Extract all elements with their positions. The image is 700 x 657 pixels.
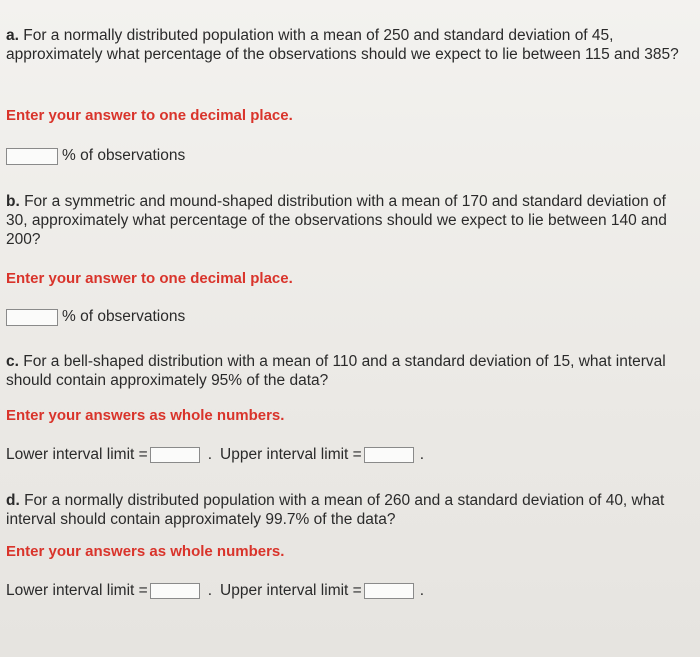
question-a-text: For a normally distributed population with a mean of 250 and standard deviation of 45, approximately what percentage of the observations should we expect to lie between 115 and 385? [6,27,679,63]
question-d-text: For a normally distributed population with a mean of 260 and a standard deviation of 40, what interval should contain approximately 99.7% of the data? [6,492,665,528]
question-a [6,26,686,64]
separator-c: . [207,446,213,463]
upper-limit-input-d[interactable] [364,583,414,599]
question-d [6,491,686,529]
question-c-text: For a bell-shaped distribution with a mean of 110 and a standard deviation of 15, what interval should contain approximately 95% of the data? [6,353,666,389]
answer-a-input[interactable] [6,148,58,165]
upper-limit-input-c[interactable] [364,447,414,463]
instruction-c: Enter your answers as whole numbers. [6,407,285,424]
question-b [6,192,686,249]
answer-row-b [6,308,185,326]
separator-d: . [207,582,213,599]
end-period-c: . [419,446,425,463]
instruction-a: Enter your answer to one decimal place. [6,107,293,124]
answer-row-d [6,582,424,600]
answer-b-suffix: % of observations [62,308,186,325]
upper-limit-label-c: Upper interval limit = [220,446,362,463]
answer-row-a [6,147,185,165]
answer-a-suffix: % of observations [62,147,186,164]
answer-row-c [6,446,424,464]
lower-limit-label-d: Lower interval limit = [6,582,148,599]
lower-limit-input-d[interactable] [150,583,200,599]
end-period-d: . [419,582,425,599]
instruction-d: Enter your answers as whole numbers. [6,543,285,560]
question-c-letter: c. [6,353,19,370]
question-a-letter: a. [6,27,19,44]
lower-limit-input-c[interactable] [150,447,200,463]
answer-b-input[interactable] [6,309,58,326]
instruction-b: Enter your answer to one decimal place. [6,270,293,287]
question-b-letter: b. [6,193,20,210]
question-b-text: For a symmetric and mound-shaped distribution with a mean of 170 and standard deviation of 30, approximately what percentage of the observations should we expect to lie between 140 and 200? [6,193,667,248]
lower-limit-label-c: Lower interval limit = [6,446,148,463]
question-d-letter: d. [6,492,20,509]
upper-limit-label-d: Upper interval limit = [220,582,362,599]
question-c [6,352,686,390]
